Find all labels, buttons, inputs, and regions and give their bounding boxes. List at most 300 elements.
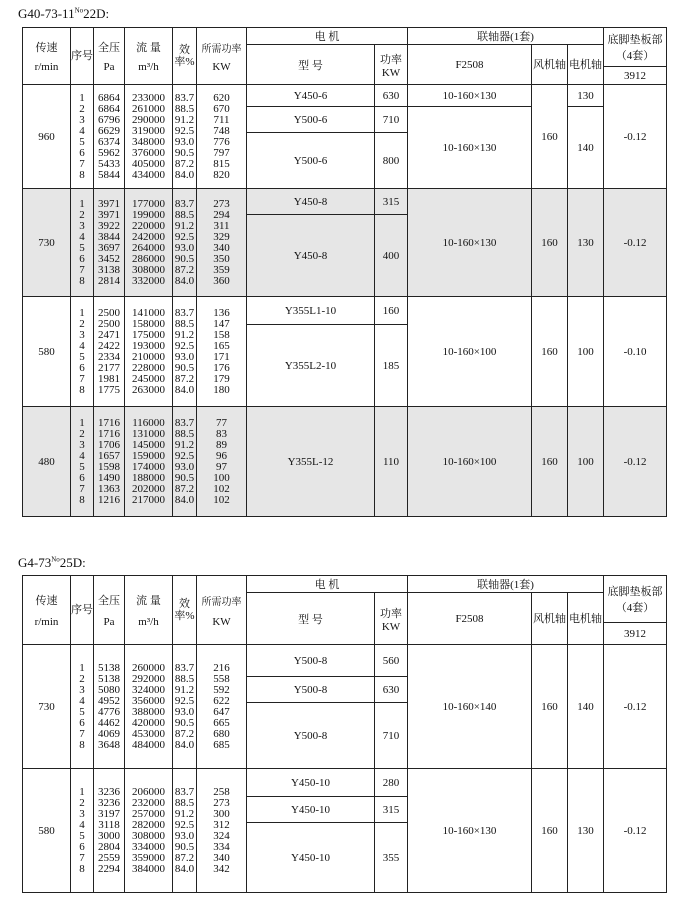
list-item: 348000 — [132, 135, 165, 148]
list-item: 3236 — [98, 796, 120, 809]
list-item: 77 — [216, 416, 227, 429]
seq-list — [71, 769, 94, 893]
header-seq: 序号 — [71, 28, 94, 85]
pressure-list — [94, 189, 125, 297]
list-item: 1775 — [98, 383, 120, 396]
header-base: 底脚垫板部（4套） — [604, 28, 667, 67]
list-item: 136 — [213, 306, 230, 319]
eff-list — [173, 407, 197, 517]
table1-header-row-1 — [23, 28, 667, 45]
list-item: 3697 — [98, 241, 120, 254]
list-item: 680 — [213, 727, 230, 740]
list-item: 797 — [213, 146, 230, 159]
list-item: 6 — [79, 840, 85, 853]
list-item: 4 — [79, 449, 85, 462]
motor-power: 560 — [375, 645, 408, 677]
list-item: 1 — [79, 91, 85, 104]
speed-cell: 960 — [23, 85, 71, 189]
power-list — [197, 769, 247, 893]
list-item: 3 — [79, 438, 85, 451]
header-motor-shaft: 电机轴 — [568, 45, 604, 85]
header-motor-power — [375, 593, 408, 645]
list-item: 3197 — [98, 807, 120, 820]
header-flow — [125, 28, 173, 85]
motor-model: Y450-8 — [247, 189, 375, 215]
list-item: 3138 — [98, 263, 120, 276]
flow-list — [125, 645, 173, 769]
list-item: 100 — [213, 471, 230, 484]
list-item: 2 — [79, 672, 85, 685]
list-item: 83.7 — [174, 785, 195, 798]
seq-list — [71, 189, 94, 297]
list-item: 90.5 — [174, 361, 195, 374]
list-item: 2177 — [98, 361, 120, 374]
header-text: Pa — [103, 61, 115, 73]
list-item: 3971 — [98, 197, 120, 210]
coupling: 10-160×130 — [408, 85, 532, 107]
list-item: 620 — [213, 91, 230, 104]
list-item: 88.5 — [174, 102, 195, 115]
list-item: 1363 — [98, 482, 120, 495]
motor-power: 185 — [375, 325, 408, 407]
list-item: 92.5 — [174, 339, 195, 352]
header-text: KW — [381, 620, 401, 633]
list-item: 3452 — [98, 252, 120, 265]
header-coupling-group: 联轴器(1套) — [408, 576, 604, 593]
list-item: 3648 — [98, 738, 120, 751]
list-item: 171 — [213, 350, 230, 363]
list-item: 92.5 — [174, 449, 195, 462]
list-item: 2 — [79, 102, 85, 115]
list-item: 294 — [213, 208, 230, 221]
list-item: 216 — [213, 661, 230, 674]
list-item: 292000 — [132, 672, 165, 685]
list-item: 290000 — [132, 113, 165, 126]
header-eff: 效率% — [173, 28, 197, 85]
list-item: 141000 — [132, 306, 165, 319]
list-item: 87.2 — [174, 263, 195, 276]
speed-cell: 580 — [23, 769, 71, 893]
list-item: 228000 — [132, 361, 165, 374]
list-item: 5 — [79, 460, 85, 473]
list-item: 5 — [79, 135, 85, 148]
list-item: 558 — [213, 672, 230, 685]
list-item: 3 — [79, 219, 85, 232]
table1-group-580-row-a — [23, 297, 667, 325]
header-motor-model: 型 号 — [247, 593, 375, 645]
motor-power: 630 — [375, 85, 408, 107]
list-item: 92.5 — [174, 124, 195, 137]
list-item: 4952 — [98, 694, 120, 707]
header-text: r/min — [34, 61, 59, 73]
flow-list — [125, 407, 173, 517]
motor-shaft: 140 — [568, 645, 604, 769]
list-item: 670 — [213, 102, 230, 115]
list-item: 319000 — [132, 124, 165, 137]
list-item: 6 — [79, 146, 85, 159]
list-item: 8 — [79, 383, 85, 396]
list-item: 175000 — [132, 328, 165, 341]
header-text: 全压 — [98, 595, 120, 607]
header-text: 所需功率 — [201, 596, 242, 608]
list-item: 91.2 — [174, 328, 195, 341]
list-item: 2814 — [98, 274, 120, 287]
list-item: 199000 — [132, 208, 165, 221]
list-item: 93.0 — [174, 135, 195, 148]
table2-group-730-row-a — [23, 645, 667, 677]
list-item: 91.2 — [174, 113, 195, 126]
list-item: 7 — [79, 851, 85, 864]
list-item: 84.0 — [174, 493, 195, 506]
list-item: 376000 — [132, 146, 165, 159]
list-item: 84.0 — [174, 274, 195, 287]
header-text: 传速 — [35, 42, 58, 54]
list-item: 84.0 — [174, 168, 195, 181]
list-item: 7 — [79, 372, 85, 385]
list-item: 2500 — [98, 317, 120, 330]
list-item: 1 — [79, 416, 85, 429]
list-item: 7 — [79, 727, 85, 740]
motor-model: Y355L-12 — [247, 407, 375, 517]
base-value: -0.12 — [604, 407, 667, 517]
header-base-code: 3912 — [604, 67, 667, 85]
list-item: 91.2 — [174, 438, 195, 451]
list-item: 647 — [213, 705, 230, 718]
list-item: 258 — [213, 785, 230, 798]
flow-list — [125, 297, 173, 407]
list-item: 5 — [79, 829, 85, 842]
list-item: 158 — [213, 328, 230, 341]
seq-list — [71, 645, 94, 769]
list-item: 7 — [79, 157, 85, 170]
table1-group-480-row-a — [23, 407, 667, 517]
list-item: 206000 — [132, 785, 165, 798]
list-item: 1 — [79, 661, 85, 674]
list-item: 131000 — [132, 427, 165, 440]
header-power — [197, 576, 247, 645]
table2-title-prefix: G4-73 — [18, 555, 52, 570]
list-item: 3971 — [98, 208, 120, 221]
list-item: 264000 — [132, 241, 165, 254]
motor-model: Y450-8 — [247, 215, 375, 297]
list-item: 3 — [79, 683, 85, 696]
list-item: 5433 — [98, 157, 120, 170]
motor-model: Y500-8 — [247, 703, 375, 769]
header-base: 底脚垫板部（4套） — [604, 576, 667, 623]
list-item: 91.2 — [174, 807, 195, 820]
header-motor-shaft: 电机轴 — [568, 593, 604, 645]
header-text: m³/h — [138, 616, 159, 628]
motor-power: 400 — [375, 215, 408, 297]
fan-shaft: 160 — [532, 645, 568, 769]
list-item: 88.5 — [174, 317, 195, 330]
seq-list — [71, 407, 94, 517]
list-item: 312 — [213, 818, 230, 831]
list-item: 83.7 — [174, 197, 195, 210]
list-item: 174000 — [132, 460, 165, 473]
motor-model: Y450-10 — [247, 823, 375, 893]
list-item: 1490 — [98, 471, 120, 484]
list-item: 342 — [213, 862, 230, 875]
header-power — [197, 28, 247, 85]
list-item: 4 — [79, 818, 85, 831]
table2-title-suffix: 25D: — [59, 555, 86, 570]
list-item: 5138 — [98, 672, 120, 685]
list-item: 7 — [79, 263, 85, 276]
motor-power: 630 — [375, 677, 408, 703]
list-item: 87.2 — [174, 727, 195, 740]
motor-power: 160 — [375, 297, 408, 325]
header-text: 流 量 — [136, 595, 161, 607]
header-text: KW — [212, 615, 231, 628]
list-item: 263000 — [132, 383, 165, 396]
list-item: 685 — [213, 738, 230, 751]
list-item: 1706 — [98, 438, 120, 451]
list-item: 93.0 — [174, 705, 195, 718]
list-item: 5138 — [98, 661, 120, 674]
power-list — [197, 297, 247, 407]
header-text: 全压 — [98, 42, 120, 54]
list-item: 5 — [79, 241, 85, 254]
fan-shaft: 160 — [532, 297, 568, 407]
list-item: 6374 — [98, 135, 120, 148]
list-item: 3236 — [98, 785, 120, 798]
coupling: 10-160×130 — [408, 189, 532, 297]
header-motor-group: 电 机 — [247, 28, 408, 45]
list-item: 8 — [79, 862, 85, 875]
list-item: 90.5 — [174, 252, 195, 265]
list-item: 6629 — [98, 124, 120, 137]
motor-power: 355 — [375, 823, 408, 893]
list-item: 261000 — [132, 102, 165, 115]
motor-model: Y355L1-10 — [247, 297, 375, 325]
list-item: 5080 — [98, 683, 120, 696]
list-item: 273 — [213, 197, 230, 210]
header-text: 功率 — [380, 53, 402, 66]
table1-title-suffix: 22D: — [83, 6, 110, 21]
header-base-code: 3912 — [604, 623, 667, 645]
list-item: 711 — [213, 113, 230, 126]
coupling: 10-160×100 — [408, 407, 532, 517]
header-text: m³/h — [138, 61, 159, 73]
header-f2508: F2508 — [408, 593, 532, 645]
fan-shaft: 160 — [532, 85, 568, 189]
list-item: 334 — [213, 840, 230, 853]
coupling: 10-160×100 — [408, 297, 532, 407]
table1 — [22, 27, 667, 517]
list-item: 92.5 — [174, 230, 195, 243]
fan-shaft: 160 — [532, 407, 568, 517]
pressure-list — [94, 645, 125, 769]
list-item: 5 — [79, 705, 85, 718]
table2-title — [18, 555, 86, 571]
list-item: 334000 — [132, 840, 165, 853]
list-item: 2 — [79, 796, 85, 809]
list-item: 815 — [213, 157, 230, 170]
eff-list — [173, 769, 197, 893]
list-item: 83 — [216, 427, 227, 440]
list-item: 83.7 — [174, 661, 195, 674]
speed-cell: 730 — [23, 189, 71, 297]
fan-shaft: 160 — [532, 189, 568, 297]
seq-list — [71, 85, 94, 189]
list-item: 273 — [213, 796, 230, 809]
list-item: 1981 — [98, 372, 120, 385]
list-item: 202000 — [132, 482, 165, 495]
base-value: -0.12 — [604, 645, 667, 769]
list-item: 4 — [79, 124, 85, 137]
flow-list — [125, 769, 173, 893]
motor-power: 315 — [375, 189, 408, 215]
list-item: 2 — [79, 427, 85, 440]
list-item: 92.5 — [174, 818, 195, 831]
eff-list — [173, 189, 197, 297]
power-list — [197, 645, 247, 769]
list-item: 176 — [213, 361, 230, 374]
table1-group-960-row-a — [23, 85, 667, 107]
table1-group-730-row-a — [23, 189, 667, 215]
list-item: 6 — [79, 716, 85, 729]
list-item: 93.0 — [174, 829, 195, 842]
list-item: 1 — [79, 197, 85, 210]
list-item: 308000 — [132, 829, 165, 842]
base-value: -0.10 — [604, 297, 667, 407]
list-item: 220000 — [132, 219, 165, 232]
list-item: 3 — [79, 113, 85, 126]
list-item: 8 — [79, 738, 85, 751]
list-item: 91.2 — [174, 219, 195, 232]
header-text: KW — [381, 66, 401, 79]
list-item: 360 — [213, 274, 230, 287]
list-item: 93.0 — [174, 350, 195, 363]
header-pressure — [94, 576, 125, 645]
header-fan-shaft: 风机轴 — [532, 45, 568, 85]
list-item: 88.5 — [174, 796, 195, 809]
list-item: 3 — [79, 328, 85, 341]
list-item: 2804 — [98, 840, 120, 853]
list-item: 91.2 — [174, 683, 195, 696]
header-pressure — [94, 28, 125, 85]
table2 — [22, 575, 667, 893]
table1-title-sup: No — [74, 6, 84, 15]
list-item: 90.5 — [174, 716, 195, 729]
list-item: 2 — [79, 317, 85, 330]
list-item: 1 — [79, 785, 85, 798]
header-text: KW — [212, 60, 231, 73]
list-item: 193000 — [132, 339, 165, 352]
table1-title-prefix: G40-73-11 — [18, 6, 75, 21]
list-item: 8 — [79, 493, 85, 506]
header-text: 功率 — [380, 607, 402, 620]
list-item: 350 — [213, 252, 230, 265]
base-value: -0.12 — [604, 769, 667, 893]
motor-model: Y500-6 — [247, 107, 375, 133]
eff-list — [173, 645, 197, 769]
list-item: 5962 — [98, 146, 120, 159]
list-item: 820 — [213, 168, 230, 181]
list-item: 329 — [213, 230, 230, 243]
list-item: 260000 — [132, 661, 165, 674]
list-item: 96 — [216, 449, 227, 462]
list-item: 2 — [79, 208, 85, 221]
pressure-list — [94, 85, 125, 189]
coupling: 10-160×130 — [408, 107, 532, 189]
list-item: 210000 — [132, 350, 165, 363]
list-item: 5 — [79, 350, 85, 363]
header-flow — [125, 576, 173, 645]
list-item: 180 — [213, 383, 230, 396]
list-item: 3000 — [98, 829, 120, 842]
list-item: 4 — [79, 694, 85, 707]
list-item: 453000 — [132, 727, 165, 740]
motor-power: 710 — [375, 703, 408, 769]
list-item: 165 — [213, 339, 230, 352]
motor-model: Y355L2-10 — [247, 325, 375, 407]
list-item: 282000 — [132, 818, 165, 831]
table2-title-sup: No — [51, 555, 60, 564]
header-text: Pa — [103, 616, 115, 628]
list-item: 1 — [79, 306, 85, 319]
list-item: 384000 — [132, 862, 165, 875]
list-item: 6796 — [98, 113, 120, 126]
motor-shaft: 130 — [568, 85, 604, 107]
list-item: 102 — [213, 493, 230, 506]
list-item: 359000 — [132, 851, 165, 864]
list-item: 188000 — [132, 471, 165, 484]
header-text: 传速 — [35, 595, 58, 607]
list-item: 97 — [216, 460, 227, 473]
list-item: 356000 — [132, 694, 165, 707]
list-item: 233000 — [132, 91, 165, 104]
power-list — [197, 407, 247, 517]
list-item: 1716 — [98, 416, 120, 429]
list-item: 622 — [213, 694, 230, 707]
header-motor-group: 电 机 — [247, 576, 408, 593]
list-item: 2471 — [98, 328, 120, 341]
table1-title — [18, 6, 109, 22]
motor-shaft: 140 — [568, 107, 604, 189]
header-speed — [23, 28, 71, 85]
list-item: 90.5 — [174, 840, 195, 853]
list-item: 484000 — [132, 738, 165, 751]
list-item: 88.5 — [174, 427, 195, 440]
motor-power: 110 — [375, 407, 408, 517]
motor-model: Y450-6 — [247, 85, 375, 107]
motor-model: Y500-8 — [247, 645, 375, 677]
speed-cell: 580 — [23, 297, 71, 407]
list-item: 340 — [213, 241, 230, 254]
list-item: 93.0 — [174, 241, 195, 254]
list-item: 308000 — [132, 263, 165, 276]
list-item: 217000 — [132, 493, 165, 506]
list-item: 7 — [79, 482, 85, 495]
list-item: 84.0 — [174, 738, 195, 751]
list-item: 1216 — [98, 493, 120, 506]
fan-shaft: 160 — [532, 769, 568, 893]
list-item: 179 — [213, 372, 230, 385]
flow-list — [125, 189, 173, 297]
speed-cell: 730 — [23, 645, 71, 769]
seq-list — [71, 297, 94, 407]
list-item: 83.7 — [174, 416, 195, 429]
table2-header-row-1 — [23, 576, 667, 593]
list-item: 4 — [79, 230, 85, 243]
list-item: 405000 — [132, 157, 165, 170]
list-item: 6 — [79, 471, 85, 484]
list-item: 5844 — [98, 168, 120, 181]
list-item: 665 — [213, 716, 230, 729]
eff-list — [173, 297, 197, 407]
